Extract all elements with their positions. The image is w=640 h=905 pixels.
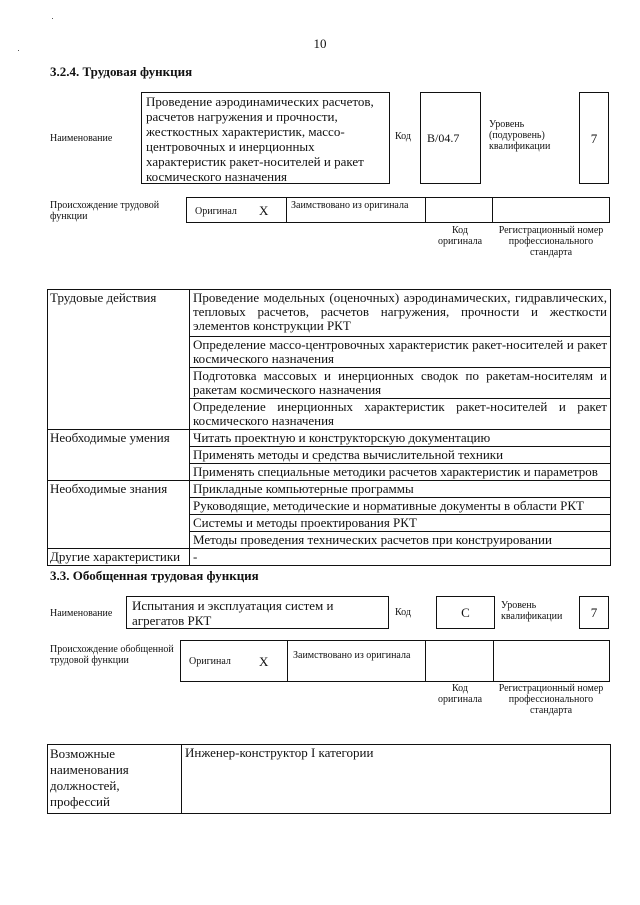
positions-table <box>47 744 611 814</box>
knowledge-cell: Прикладные компьютерные программы <box>190 481 611 498</box>
name-label: Наименование <box>50 133 113 144</box>
page-number: 10 <box>313 36 327 51</box>
code-label: Код <box>395 131 411 142</box>
name-label: Наименование <box>50 608 113 619</box>
borrowed-label: Заимствовано из оригинала <box>293 650 411 661</box>
code-value: C <box>461 605 470 620</box>
table-row <box>48 290 611 337</box>
skill-cell: Применять методы и средства вычислительной техники <box>190 447 611 464</box>
divider <box>425 641 426 681</box>
code-box <box>436 596 495 629</box>
original-label: Оригинал <box>189 656 231 667</box>
original-mark: X <box>259 203 269 218</box>
divider <box>492 198 493 222</box>
table-row <box>48 745 611 814</box>
knowledge-cell: Системы и методы проектирования РКТ <box>190 515 611 532</box>
original-label: Оригинал <box>195 206 237 217</box>
knowledge-cell: Методы проведения технических расчетов при конструировании <box>190 532 611 549</box>
level-value: 7 <box>590 131 598 146</box>
function-name-value: Проведение аэродинамических расчетов, расчетов нагружения и прочности, жесткостных характеристик, массо-центровочных и инерционных характеристик ракет-носителей и ракет космического назначения <box>146 94 374 184</box>
table-row <box>48 481 611 498</box>
origin-row <box>180 640 610 682</box>
knowledge-label: Необходимые знания <box>48 481 190 549</box>
level-box <box>579 92 609 184</box>
skill-cell: Читать проектную и конструкторскую документацию <box>190 430 611 447</box>
level-box <box>579 596 609 629</box>
table-row <box>48 430 611 447</box>
labor-action-cell: Определение массо-центровочных характеристик ракет-носителей и ракет космического назначения <box>190 337 611 368</box>
code-value: B/04.7 <box>427 131 460 145</box>
level-value: 7 <box>590 605 598 620</box>
divider <box>286 198 287 222</box>
origin-label: Происхождение обобщенной трудовой функции <box>50 644 174 666</box>
section-heading: 3.2.4. Трудовая функция <box>50 64 193 79</box>
labor-actions-label: Трудовые действия <box>48 290 190 430</box>
origin-label: Происхождение трудовой функции <box>50 200 160 222</box>
other-label: Другие характеристики <box>48 549 190 566</box>
section-heading: 3.3. Обобщенная трудовая функция <box>50 568 259 583</box>
function-name-box <box>126 596 389 629</box>
positions-label: Возможные наименования должностей, профессий <box>48 745 182 814</box>
divider <box>425 198 426 222</box>
scan-speck <box>52 18 53 19</box>
function-name-value: Испытания и эксплуатация систем и агрегатов РКТ <box>132 598 334 628</box>
code-box <box>420 92 481 184</box>
other-value: - <box>190 549 611 566</box>
table-row <box>48 549 611 566</box>
labor-action-cell: Определение инерционных характеристик ракет-носителей и ракет космического назначения <box>190 399 611 430</box>
skill-cell: Применять специальные методики расчетов характеристик и параметров <box>190 464 611 481</box>
labor-action-cell: Подготовка массовых и инерционных сводок по ракетам-носителям и ракетам космического назначения <box>190 368 611 399</box>
labor-action-cell: Проведение модельных (оценочных) аэродинамических, гидравлических, тепловых расчетов, расчетов нагружения, прочности и жесткости элементов конструкции РКТ <box>190 290 611 337</box>
labor-function-table <box>47 289 611 566</box>
level-label: Уровень (подуровень) квалификации <box>489 119 551 152</box>
knowledge-cell: Руководящие, методические и нормативные документы в области РКТ <box>190 498 611 515</box>
divider <box>287 641 288 681</box>
code-original-label: Код оригинала <box>437 225 483 247</box>
original-mark: X <box>259 654 269 669</box>
borrowed-label: Заимствовано из оригинала <box>291 200 409 211</box>
code-original-label: Код оригинала <box>437 683 483 705</box>
level-label: Уровень квалификации <box>501 600 563 622</box>
reg-number-label: Регистрационный номер профессионального стандарта <box>498 683 604 716</box>
skills-label: Необходимые умения <box>48 430 190 481</box>
positions-value: Инженер-конструктор I категории <box>182 745 611 814</box>
reg-number-label: Регистрационный номер профессионального стандарта <box>498 225 604 258</box>
divider <box>493 641 494 681</box>
function-name-box <box>141 92 390 184</box>
code-label: Код <box>395 607 411 618</box>
origin-row <box>186 197 610 223</box>
